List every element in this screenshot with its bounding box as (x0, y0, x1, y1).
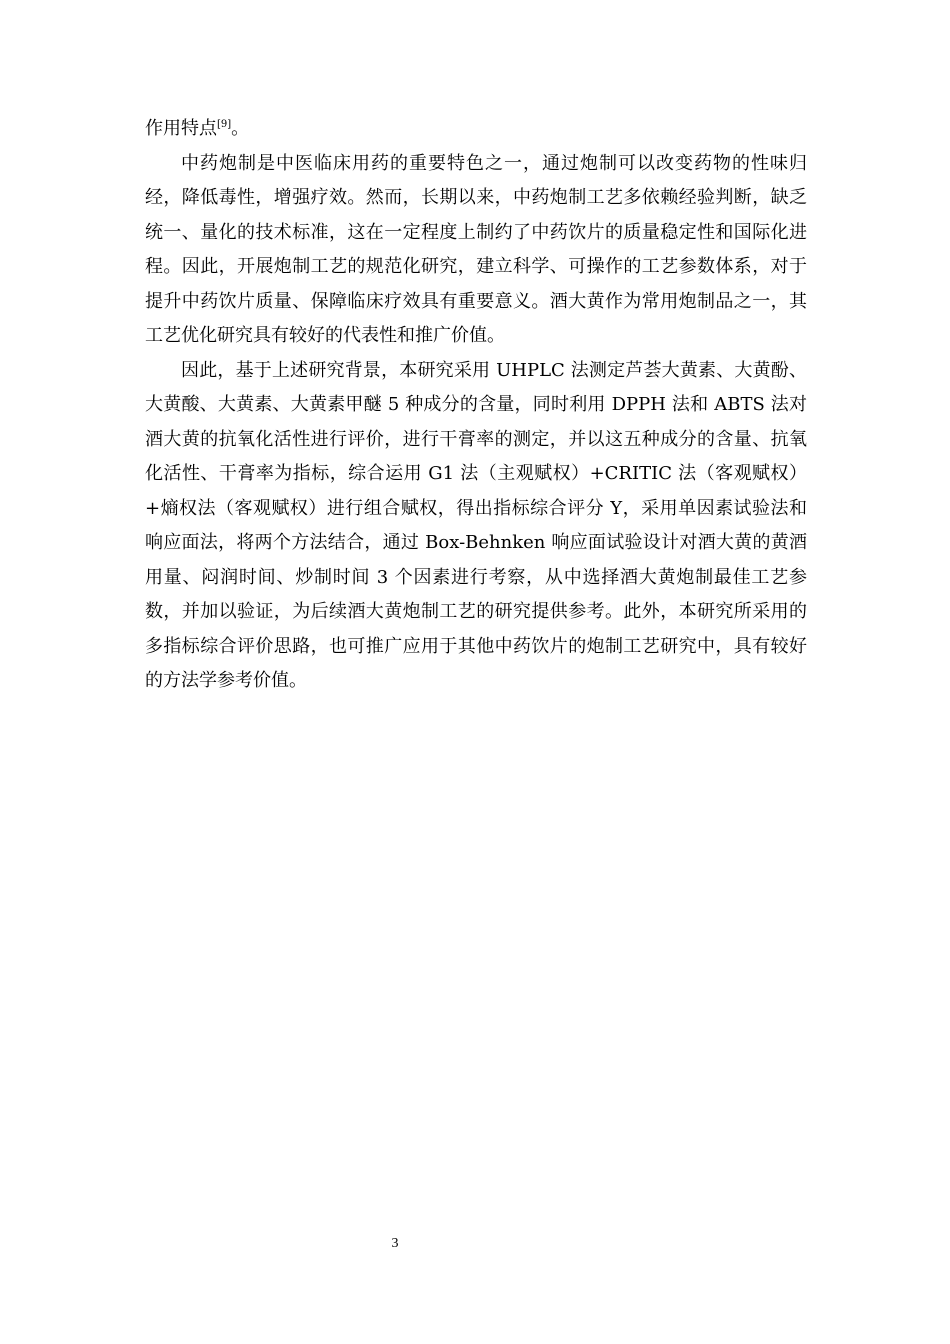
continuation-text: 作用特点 (145, 118, 217, 139)
body-text (145, 112, 807, 699)
paragraph-continuation (145, 112, 807, 147)
paragraph-processing-significance: 中药炮制是中医临床用药的重要特色之一，通过炮制可以改变药物的性味归经，降低毒性，增强疗效。然而，长期以来，中药炮制工艺多依赖经验判断，缺乏统一、量化的技术标准，这在一定程度上制约了中药饮片的质量稳定性和国际化进程。因此，开展炮制工艺的规范化研究，建立科学、可操作的工艺参数体系，对于提升中药饮片质量、保障临床疗效具有重要意义。酒大黄作为常用炮制品之一，其工艺优化研究具有较好的代表性和推广价值。 (145, 152, 807, 346)
citation-reference: [9] (217, 119, 232, 130)
continuation-end: 。 (231, 118, 250, 139)
page-number: 3 (391, 1236, 399, 1251)
paragraph-research-design: 因此，基于上述研究背景，本研究采用 UHPLC 法测定芦荟大黄素、大黄酚、大黄酸、大黄素、大黄素甲醚 5 种成分的含量，同时利用 DPPH 法和 ABTS 法对酒大黄的抗氧化活性进行评价，进行干膏率的测定，并以这五种成分的含量、抗氧化活性、干膏率为指标，综合运用 G1 法（主观赋权）+CRITIC 法（客观赋权）+熵权法（客观赋权）进行组合赋权，得出指标综合评分 Y，采用单因素试验法和响应面法，将两个方法结合，通过 Box-Behnken 响应面试验设计对酒大黄的黄酒用量、闷润时间、炒制时间 3 个因素进行考察，从中选择酒大黄炮制最佳工艺参数，并加以验证，为后续酒大黄炮制工艺的研究提供参考。此外，本研究所采用的多指标综合评价思路，也可推广应用于其他中药饮片的炮制工艺研究中，具有较好的方法学参考价值。 (145, 359, 807, 691)
